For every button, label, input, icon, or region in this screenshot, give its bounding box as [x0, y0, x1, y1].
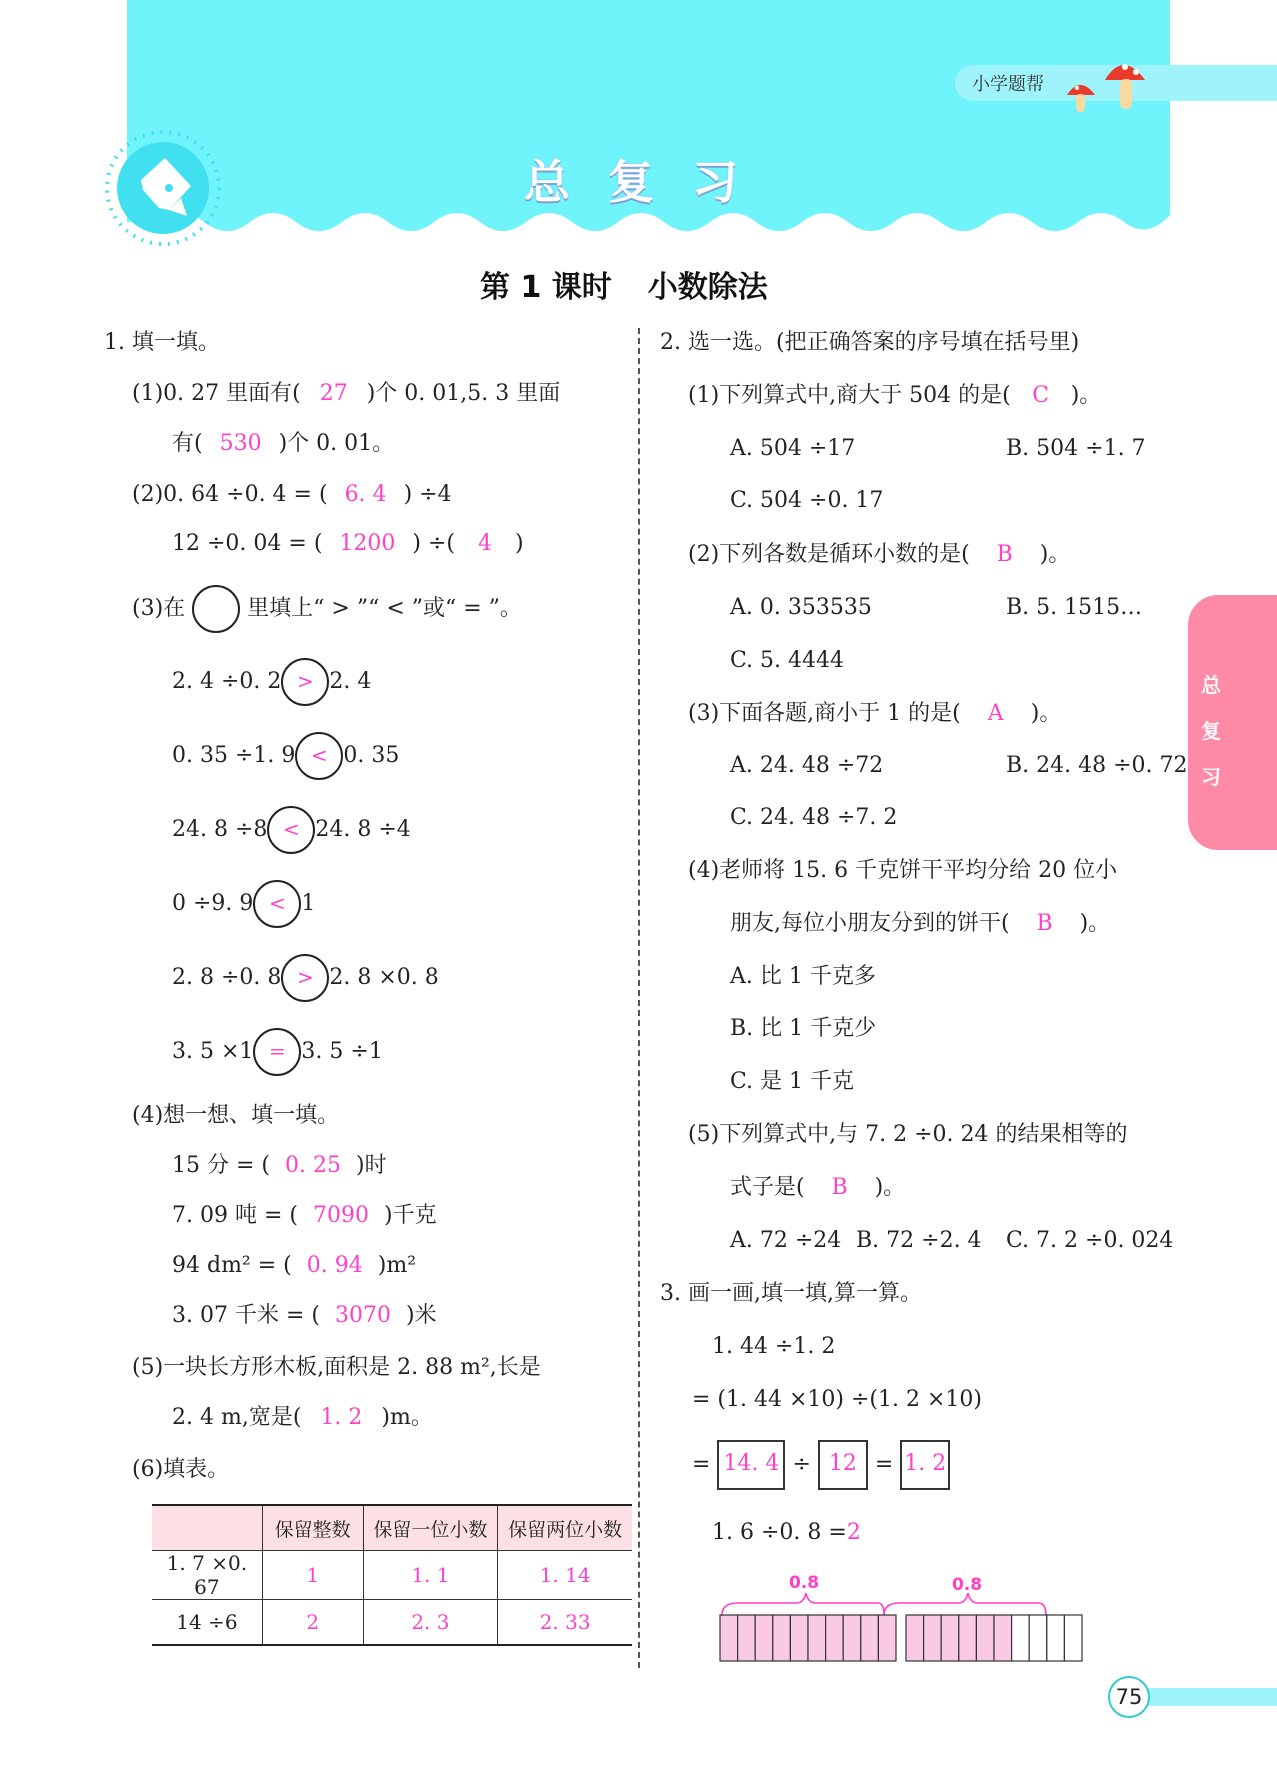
compare-row: 3. 5 ×1 = 3. 5 ÷1: [172, 1028, 383, 1076]
unit-row: 15 分 = ( 0. 25 )时: [172, 1153, 387, 1178]
option: C. 24. 48 ÷7. 2: [730, 805, 898, 830]
answer-blank: A: [987, 701, 1004, 726]
answer-blank: 27: [319, 381, 348, 406]
pen-nib-icon: [103, 128, 223, 248]
q1-p1-line1: (1)0. 27 里面有( 27 )个 0. 01,5. 3 里面: [132, 381, 561, 406]
table-cell: 1. 14: [498, 1551, 632, 1600]
q1-p1-line2: 有( 530 )个 0. 01。: [172, 431, 395, 456]
grid-cell-shaded: [826, 1615, 844, 1661]
answer-blank: 1. 2: [320, 1405, 363, 1430]
q1-p6-heading: (6)填表。: [132, 1457, 230, 1482]
compare-circle: >: [281, 954, 329, 1002]
answer-blank: 1200: [339, 531, 396, 556]
option: B. 5. 1515…: [1006, 595, 1143, 620]
grid-cell-shaded: [861, 1615, 879, 1661]
answer-value: 2: [846, 1520, 861, 1545]
compare-row: 0 ÷9. 9 < 1: [172, 880, 315, 928]
q2-item-stem: (3)下面各题,商小于 1 的是( A )。: [688, 701, 1062, 726]
q1-p2-line2: 12 ÷0. 04 = ( 1200 ) ÷( 4 ): [172, 531, 524, 556]
page-number-bar: [1146, 1688, 1277, 1706]
table-header-cell: 保留一位小数: [363, 1505, 498, 1551]
table-cell: 1: [262, 1551, 363, 1600]
table-cell: 14 ÷6: [152, 1600, 262, 1646]
compare-circle: <: [253, 880, 301, 928]
q1-p5-line1: (5)一块长方形木板,面积是 2. 88 m²,长是: [132, 1355, 541, 1380]
table-header-cell: 保留整数: [262, 1505, 363, 1551]
table-header-row: [152, 1505, 632, 1551]
grid-cell-shaded: [808, 1615, 826, 1661]
table-cell: 1. 1: [363, 1551, 498, 1600]
compare-row: 0. 35 ÷1. 9 < 0. 35: [172, 732, 399, 780]
q3-heading: 3. 画一画,填一填,算一算。: [660, 1281, 922, 1306]
compare-row: 24. 8 ÷8 < 24. 8 ÷4: [172, 806, 411, 854]
compare-circle: <: [267, 806, 315, 854]
option: A. 比 1 千克多: [730, 964, 876, 989]
option: B. 24. 48 ÷0. 72: [1006, 753, 1188, 778]
q3-line4: 1. 6 ÷0. 8 =2: [712, 1520, 861, 1545]
option: B. 72 ÷2. 4: [856, 1228, 982, 1253]
q2-4-line2: 朋友,每位小朋友分到的饼干( B )。: [730, 911, 1111, 936]
grid-cell-shaded: [994, 1615, 1012, 1661]
page-number: 75: [1108, 1676, 1150, 1718]
table-cell: 1. 7 ×0. 67: [152, 1551, 262, 1600]
compare-circle-sample: [192, 585, 240, 633]
lesson-heading: [480, 262, 804, 306]
answer-blank: C: [1032, 383, 1050, 408]
compare-row: 2. 8 ÷0. 8 > 2. 8 ×0. 8: [172, 954, 439, 1002]
grid-cell-shaded: [941, 1615, 959, 1661]
answer-blank: 530: [219, 431, 262, 456]
q1-p3-instruction: (3)在 里填上“ > ”“ < ”或“ = ”。: [132, 585, 522, 633]
q2-item-stem: (2)下列各数是循环小数的是( B )。: [688, 542, 1071, 567]
q2-4-line1: (4)老师将 15. 6 千克饼干平均分给 20 位小: [688, 858, 1118, 883]
option: B. 比 1 千克少: [730, 1016, 877, 1041]
side-tab-label: 总 复 习: [1201, 673, 1221, 789]
answer-blank: B: [996, 542, 1013, 567]
grid-cell-shaded: [720, 1615, 738, 1661]
option: A. 24. 48 ÷72: [730, 753, 884, 778]
grid-cell-shaded: [790, 1615, 808, 1661]
table-cell: 2: [262, 1600, 363, 1646]
table-row: [152, 1600, 632, 1646]
division-diagram: [718, 1565, 1138, 1675]
compare-circle: >: [281, 658, 329, 706]
answer-box: 1. 2: [900, 1440, 950, 1490]
option: C. 504 ÷0. 17: [730, 488, 884, 513]
grid-cell-shaded: [773, 1615, 791, 1661]
grid-cell: [1047, 1615, 1065, 1661]
compare-circle: =: [253, 1028, 301, 1076]
q2-item-stem: (1)下列算式中,商大于 504 的是( C )。: [688, 383, 1102, 408]
option: A. 504 ÷17: [730, 436, 856, 461]
rounding-table: [152, 1504, 632, 1646]
compare-row: 2. 4 ÷0. 2 > 2. 4: [172, 658, 371, 706]
answer-blank: 7090: [312, 1203, 369, 1228]
q1-p2-line1: (2)0. 64 ÷0. 4 = ( 6. 4 ) ÷4: [132, 482, 452, 507]
grid-cell-shaded: [738, 1615, 756, 1661]
option: C. 5. 4444: [730, 648, 845, 673]
q1-p5-line2: 2. 4 m,宽是( 1. 2 )m。: [172, 1405, 433, 1430]
table-header-cell: 保留两位小数: [498, 1505, 632, 1551]
brace-left: [722, 1593, 884, 1615]
q2-5-line2: 式子是( B )。: [730, 1175, 906, 1200]
grid-cell: [1012, 1615, 1030, 1661]
unit-row: 7. 09 吨 = ( 7090 )千克: [172, 1203, 437, 1228]
grid-cell: [1064, 1615, 1082, 1661]
answer-blank: 0. 25: [285, 1153, 341, 1178]
option: A. 0. 353535: [730, 595, 872, 620]
answer-blank: 0. 94: [306, 1253, 363, 1278]
grid-cell-shaded: [843, 1615, 861, 1661]
answer-blank: 4: [478, 531, 492, 556]
answer-blank: 6. 4: [344, 482, 387, 507]
table-header-cell: [152, 1505, 262, 1551]
table-cell: 2. 33: [498, 1600, 632, 1646]
brace-right: [884, 1593, 1046, 1615]
grid-cell-shaded: [976, 1615, 994, 1661]
column-divider: [638, 328, 640, 1668]
lesson-number: 第 1 课时: [480, 270, 612, 305]
grid-cell-shaded: [906, 1615, 924, 1661]
mushroom-icon: [1065, 45, 1160, 115]
answer-box: 12: [818, 1440, 868, 1490]
answer-blank: B: [1036, 911, 1053, 936]
answer-blank: 3070: [334, 1303, 391, 1328]
q3-line3: = 14. 4 ÷ 12 = 1. 2: [692, 1440, 950, 1490]
grid-cell-shaded: [878, 1615, 896, 1661]
option: B. 504 ÷1. 7: [1006, 436, 1146, 461]
table-row: [152, 1551, 632, 1600]
q1-p4-heading: (4)想一想、填一填。: [132, 1103, 340, 1128]
grid-cell: [1029, 1615, 1047, 1661]
q3-line1: 1. 44 ÷1. 2: [712, 1334, 836, 1359]
answer-blank: B: [831, 1175, 848, 1200]
grid-cell-shaded: [924, 1615, 942, 1661]
q2-5-line1: (5)下列算式中,与 7. 2 ÷0. 24 的结果相等的: [688, 1122, 1128, 1147]
q1-heading: 1. 填一填。: [104, 330, 220, 355]
q2-heading: 2. 选一选。(把正确答案的序号填在括号里): [660, 330, 1080, 355]
page-title: 总复习: [524, 155, 776, 209]
unit-row: 94 dm² = ( 0. 94 )m²: [172, 1253, 417, 1278]
option: C. 是 1 千克: [730, 1069, 855, 1094]
q3-line2: = (1. 44 ×10) ÷(1. 2 ×10): [692, 1387, 982, 1412]
option: C. 7. 2 ÷0. 024: [1006, 1228, 1174, 1253]
grid-cell-shaded: [755, 1615, 773, 1661]
lesson-name: 小数除法: [647, 270, 768, 305]
option: A. 72 ÷24: [730, 1228, 842, 1253]
answer-box: 14. 4: [717, 1440, 785, 1490]
table-cell: 2. 3: [363, 1600, 498, 1646]
brace-label: 0.8: [788, 1573, 820, 1593]
unit-row: 3. 07 千米 = ( 3070 )米: [172, 1303, 437, 1328]
brand-label: 小学题帮: [972, 74, 1044, 95]
compare-circle: <: [295, 732, 343, 780]
grid-cell-shaded: [959, 1615, 977, 1661]
brace-label: 0.8: [951, 1575, 983, 1595]
